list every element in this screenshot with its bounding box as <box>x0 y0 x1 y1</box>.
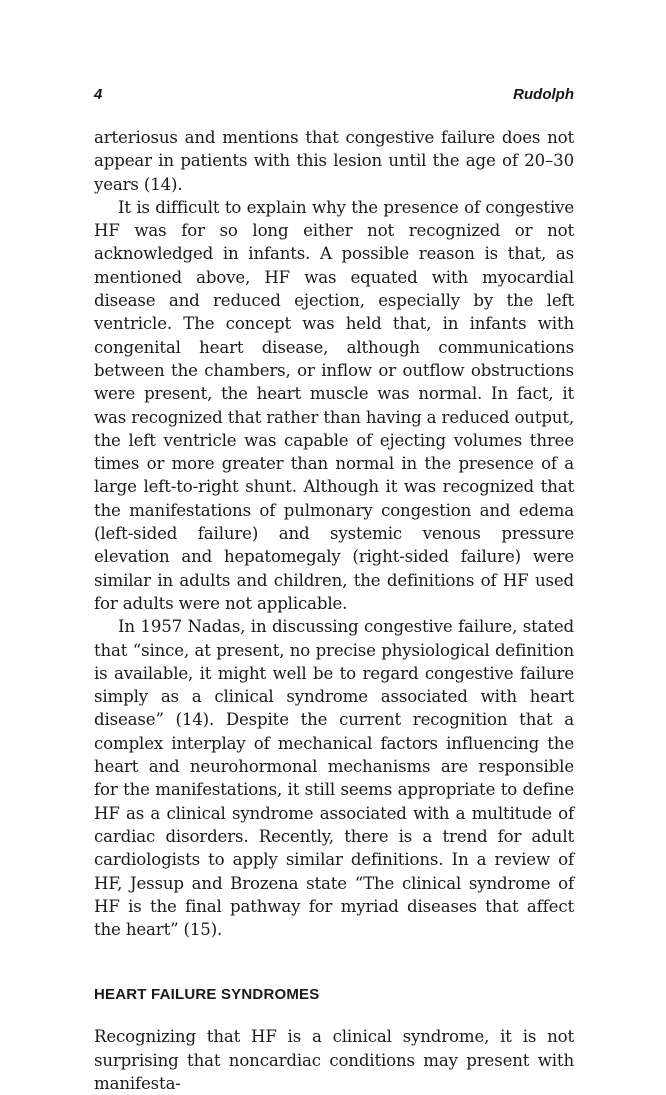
body-text <box>94 126 574 1095</box>
book-page <box>94 0 574 1093</box>
section-heading: HEART FAILURE SYNDROMES <box>94 986 320 1004</box>
paragraph-continued: arteriosus and mentions that congestive failure does not appear in patients with this lesion until the age of 20–30 years (14). <box>94 128 574 194</box>
running-author: Rudolph <box>513 86 574 103</box>
paragraph: In 1957 Nadas, in discussing congestive failure, stated that “since, at present, no precise physiological definition is available, it might well be to regard congestive failure simply as a clinical syndrome associated with heart disease” (14). Despite the current recognition that a complex interplay of mechanical factors influencing the heart and neurohormonal mechanisms are responsible for the manifestations, it still seems appropriate to define HF as a clinical syndrome associated with a multitude of cardiac disorders. Recently, there is a trend for adult cardiologists to apply similar definitions. In a review of HF, Jessup and Brozena state “The clinical syndrome of HF is the final pathway for myriad diseases that affect the heart” (15). <box>94 617 574 940</box>
running-head <box>94 86 574 108</box>
paragraph: It is difficult to explain why the presence of congestive HF was for so long either not recognized or not acknowledged in infants. A possible reason is that, as mentioned above, HF was equated with myocardial disease and reduced ejection, especially by the left ventricle. The concept was held that, in infants with congenital heart disease, although communications between the chambers, or inflow or outflow obstructions were present, the heart muscle was normal. In fact, it was recognized that rather than having a reduced output, the left ventricle was capable of ejecting volumes three times or more greater than normal in the presence of a large left-to-right shunt. Although it was recognized that the manifestations of pulmonary congestion and edema (left-sided failure) and systemic venous pressure elevation and hepatomegaly (right-sided failure) were similar in adults and children, the definitions of HF used for adults were not applicable. <box>94 197 574 613</box>
page-number: 4 <box>94 86 103 103</box>
section-paragraph: Recognizing that HF is a clinical syndrome, it is not surprising that noncardiac conditions may present with manifesta- <box>94 1027 574 1093</box>
